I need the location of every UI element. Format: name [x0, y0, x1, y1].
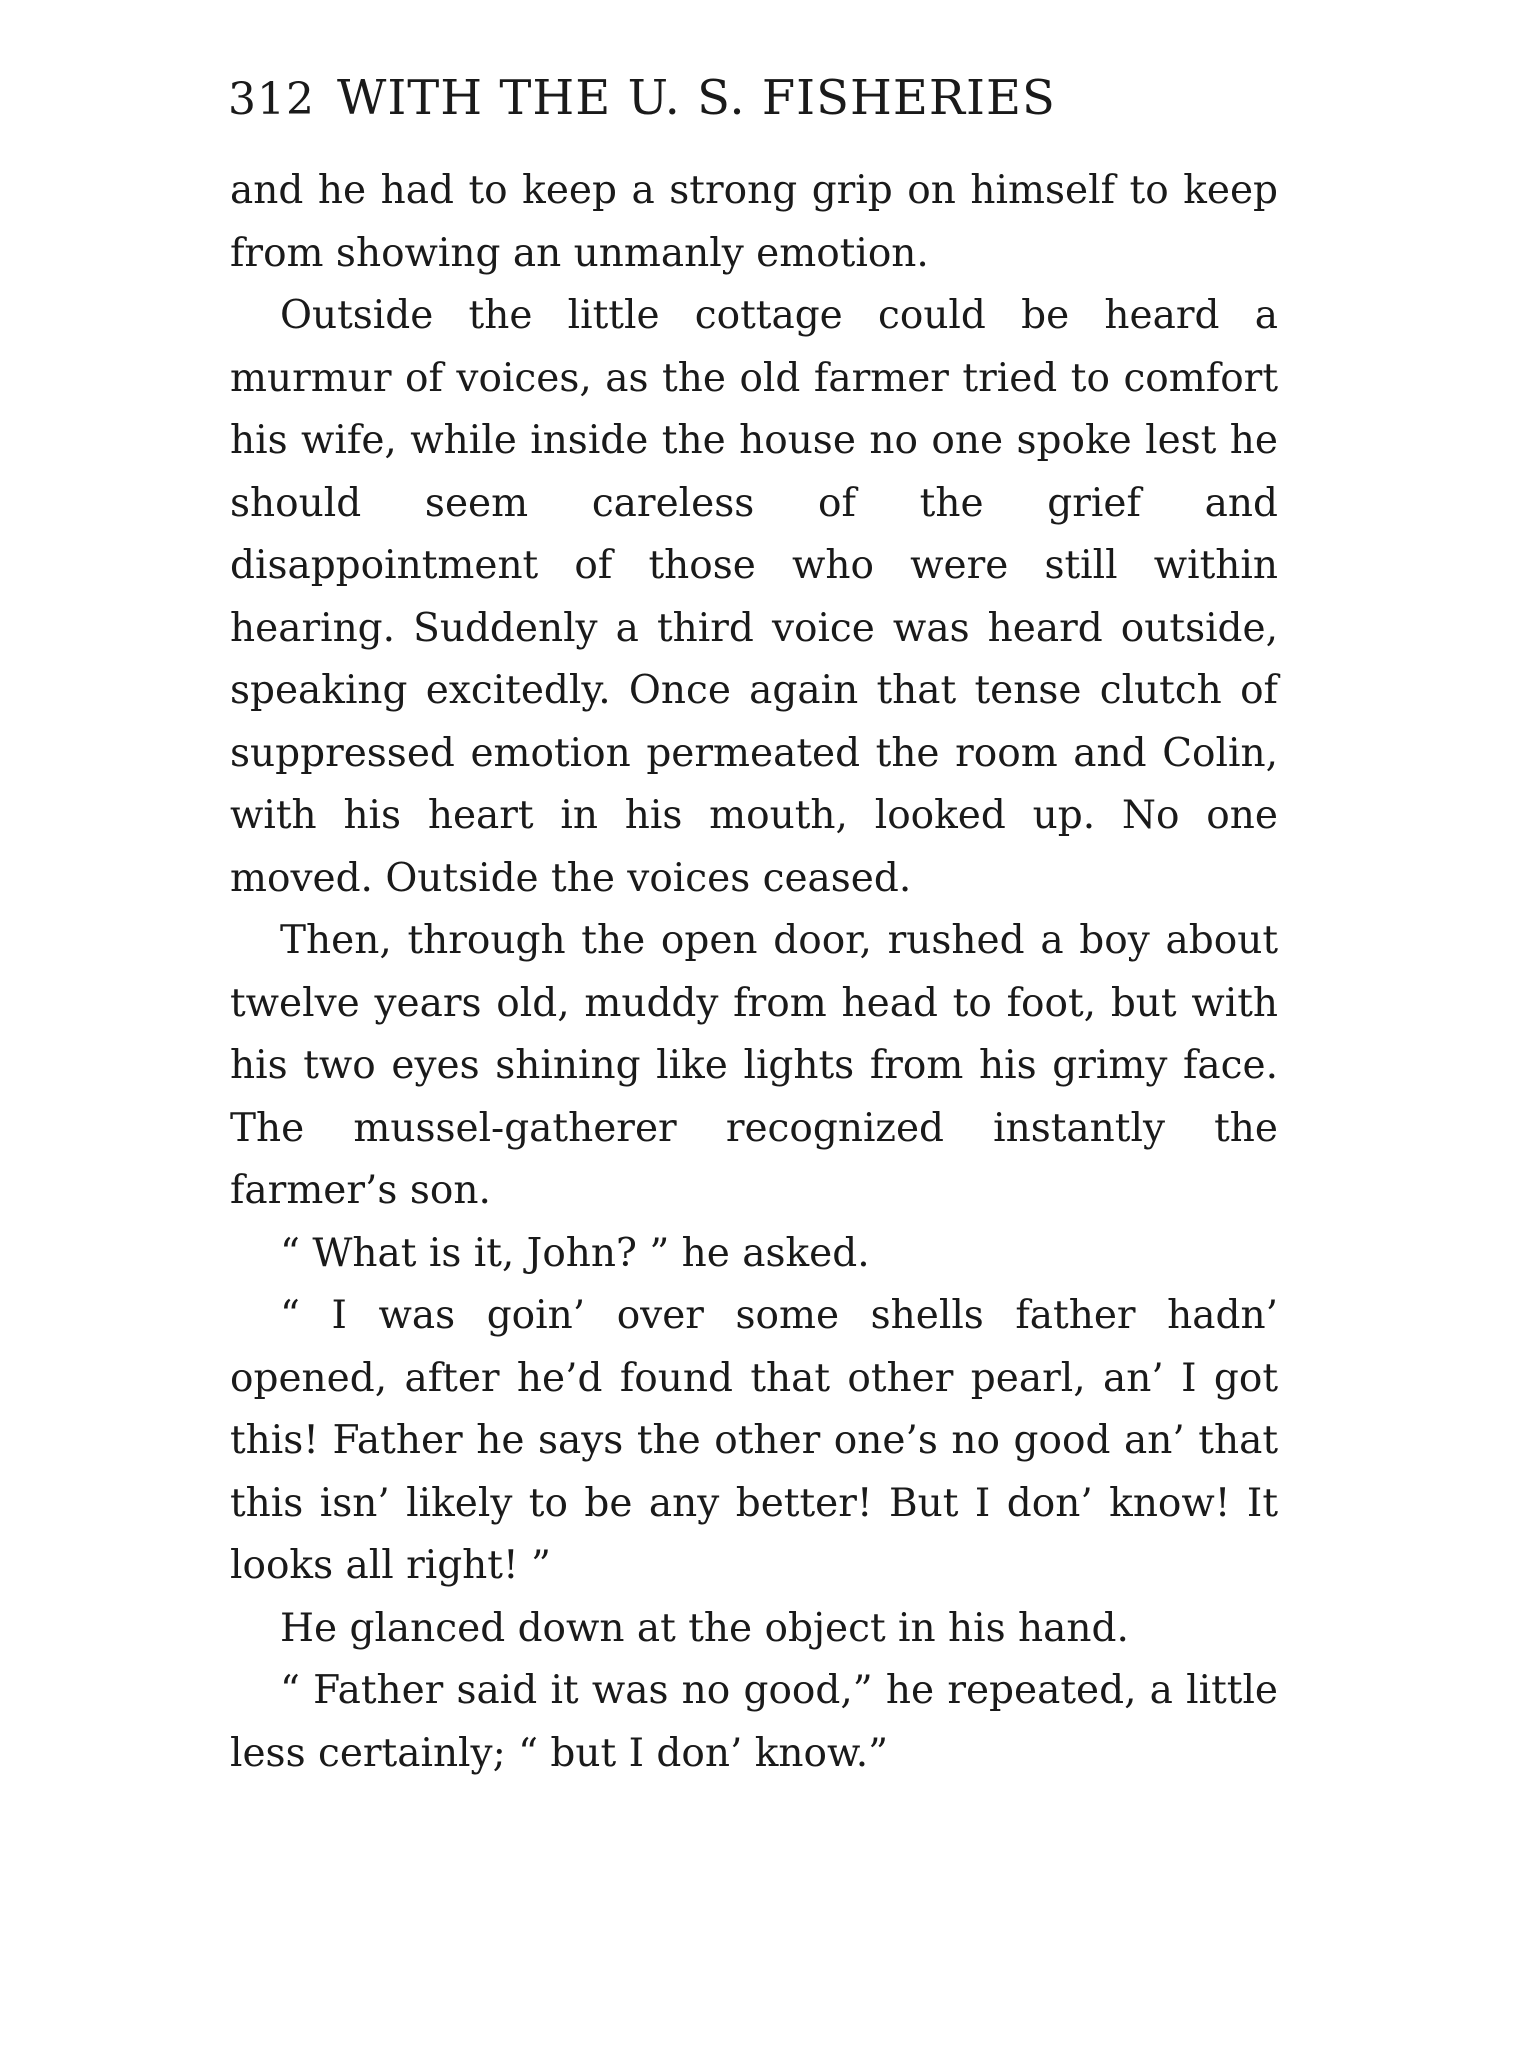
- paragraph-continued: and he had to keep a strong grip on himself to keep from showing an unmanly emotion.: [230, 168, 1278, 276]
- page-number: 312: [228, 74, 315, 125]
- paragraph: Outside the little cottage could be heard a murmur of voices, as the old farmer tried to comfort his wife, while inside the house no one spoke lest he should seem careless of the grief and disappointment of those who were still within hearing. Suddenly a third voice was heard outside, speaking excitedly. Once again that tense clutch of suppressed emotion permeated the room and Colin, with his heart in his mouth, looked up. No one moved. Outside the voices ceased.: [230, 293, 1278, 901]
- running-title: WITH THE U. S. FISHERIES: [336, 70, 1056, 126]
- paragraph: “ What is it, John? ” he asked.: [280, 1230, 870, 1276]
- paragraph: He glanced down at the object in his hand.: [280, 1605, 1129, 1651]
- paragraph: “ I was goin’ over some shells father hadn’ opened, after he’d found that other pearl, an’ I got this! Father he says the other one’s no good an’ that this isn’ likely to be any better! But I don’ know! It looks all right! ”: [230, 1293, 1278, 1588]
- running-head: [228, 68, 1278, 128]
- paragraph: Then, through the open door, rushed a boy about twelve years old, muddy from head to foot, but with his two eyes shining like lights from his grimy face. The mussel-gatherer recognized instantly the farmer’s son.: [230, 918, 1278, 1213]
- paragraph: “ Father said it was no good,” he repeated, a little less certainly; “ but I don’ know.”: [230, 1668, 1278, 1776]
- body-text: [230, 160, 1278, 1785]
